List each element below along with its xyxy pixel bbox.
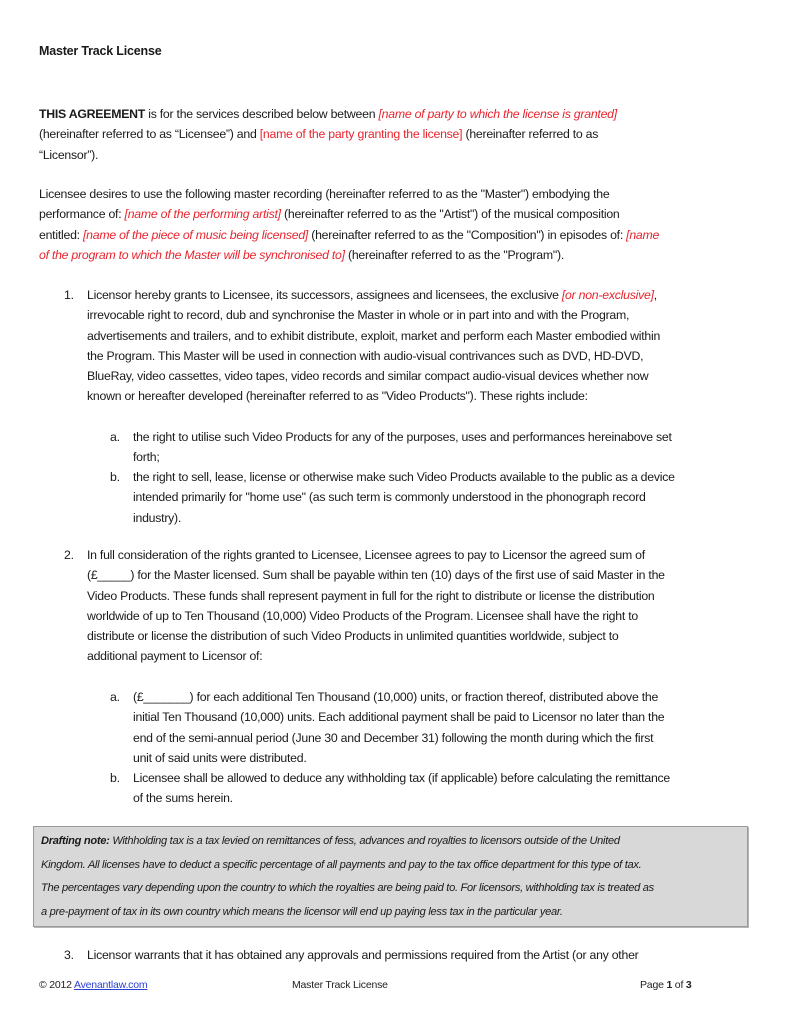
placeholder-licensor: [name of the party granting the license] (259, 127, 463, 142)
placeholder-piece: [name of the piece of music being licensed] (83, 227, 309, 242)
clause-number: 2. (64, 548, 74, 562)
clause-number: 1. (64, 288, 74, 302)
document-page: Master Track License THIS AGREEMENT is for the services described below between [name of party to which the license is granted] (hereinafter referred to as “Licensee”) and [name of the party granting the license] (hereinafter referred to as “Licensor”). Licensee desires to use the following master recording (hereinafter referred to as the "Master") embodying the performance of: [name of the performing artist] (hereinafter referred to as the "Artist") of the musical composition entitled: [name of the piece of music being licensed] (hereinafter referred to as the "Composition") in episodes of: [name of the program to which the Master will be synchronised to] (hereinafter referred to as the "Program"). 1. Licensor hereby grants to Licensee, its successors, assignees and licensees, the exclusive [or non-exclusive], irrevocable right to record, dub and synchronise the Master in whole or in part into and with the Program, advertisements and trailers, and to exhibit distribute, exploit, market and perform each Master embodied within the Program. This Master will be used in connection with audio-visual contrivances such as DVD, HD-DVD, BlueRay, video cassettes, video tapes, video records and similar compact audio-visual devices whether now known or hereafter developed (hereinafter referred to as "Video Products"). These rights include: a. the right to utilise such Video Products for any of the purposes, uses and performances hereinabove set forth; b. the right to sell, lease, license or otherwise make such Video Products available to the public as a device intended primarily for "home use" (as such term is commonly understood in the phonograph record industry). 2. In full consideration of the rights granted to Licensee, Licensee agrees to pay to Licensor the agreed sum of (£_____) for the Master licensed. Sum shall be payable within ten (10) days of the first use of said Master in the Video Products. These funds shall represent payment in full for the right to distribute or license the distribution worldwide of up to Ten Thousand (10,000) Video Products of the Program. Licensee shall have the right to distribute or license the distribution of such Video Products in unlimited quantities worldwide, subject to additional payment to Licensor of: a. (£_______) for each additional Ten Thousand (10,000) units, or fraction thereof, distributed above the initial Ten Thousand (10,000) units. Each additional payment shall be paid to Licensor no later than the end of the semi-annual period (June 30 and December 31) following the month during which the first unit of said units were distributed. b. Licensee shall be allowed to deduce any withholding tax (if applicable) before calculating the remittance of the sums herein. Drafting note: Withholding tax is a tax levied on remittances of fess, advances and royalties to licensors outside of the United Kingdom. All licenses have to deduct a specific percentage of all payments and pay to the tax office department for this type of tax. The percentages vary depending upon the country to which the royalties are being paid to. For licensors, withholding tax is treated as a pre-payment of tax in its own country which means the licensor will end up paying less tax in the particular year. 3. Licensor warrants that it has obtained any approvals and permissions required from the Artist (or any other © 2012 Avenantlaw.com Master Track License Page 1 of 3 (0, 0, 786, 1024)
agreement-lead: THIS AGREEMENT (39, 107, 146, 121)
sub-label: b. (110, 771, 120, 785)
clause-number: 3. (64, 948, 74, 962)
document-title: Master Track License (39, 44, 162, 58)
intro-paragraph: THIS AGREEMENT is for the services described below between [name of party to which the license is granted] (hereinafter referred to as “Licensee”) and [name of the party granting the license] (hereinafter referred to as “Licensor”). (39, 107, 617, 162)
sub-label: a. (110, 430, 120, 444)
sub-label: b. (110, 470, 120, 484)
placeholder-program-start: [name (626, 227, 660, 242)
placeholder-exclusivity: [or non-exclusive] (561, 288, 654, 302)
footer-copyright: © 2012 Avenantlaw.com (39, 979, 148, 991)
drafting-note-box: Drafting note: Withholding tax is a tax levied on remittances of fess, advances and royalties to licensors outside of the United Kingdom. All licenses have to deduct a specific percentage of all payments and pay to the tax office department for this type of tax. The percentages vary depending upon the country to which the royalties are being paid to. For licensors, withholding tax is treated as a pre-payment of tax in its own country which means the licensor will end up paying less tax in the particular year. (33, 826, 748, 927)
recital-paragraph: Licensee desires to use the following master recording (hereinafter referred to as the "Master") embodying the performance of: [name of the performing artist] (hereinafter referred to as the "Artist") of the musical composition entitled: [name of the piece of music being licensed] (hereinafter referred to as the "Composition") in episodes of: [name of the program to which the Master will be synchronised to] (hereinafter referred to as the "Program"). (39, 187, 660, 262)
footer-link[interactable]: Avenantlaw.com (73, 979, 148, 991)
sub-label: a. (110, 690, 120, 704)
placeholder-artist: [name of the performing artist] (124, 207, 281, 222)
footer-page-number: Page 1 of 3 (640, 979, 692, 991)
placeholder-licensee: [name of party to which the license is granted] (378, 107, 617, 121)
footer-center-title: Master Track License (292, 979, 388, 991)
placeholder-program: of the program to which the Master will be synchronised to] (39, 247, 345, 262)
drafting-note-label: Drafting note: (41, 835, 110, 847)
